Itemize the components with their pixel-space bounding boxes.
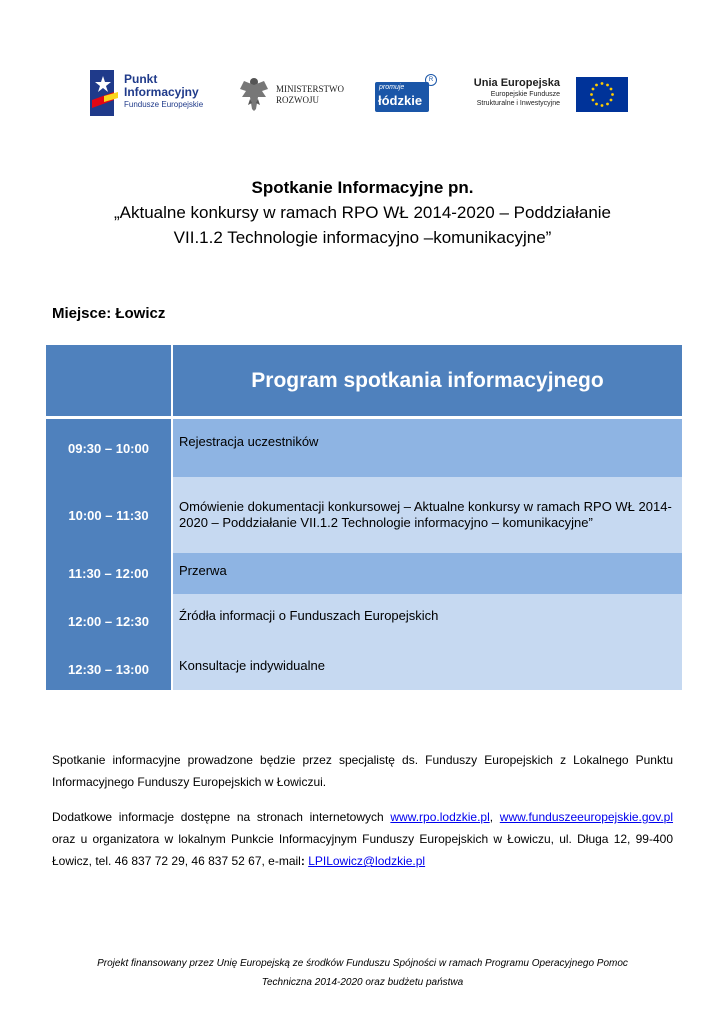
table-row-desc: Konsultacje indywidualne [173,649,682,690]
title-line2: „Aktualne konkursy w ramach RPO WŁ 2014-2020 – Poddziałanie [113,203,612,222]
table-header-empty [46,345,171,416]
pif-flag-icon [90,70,120,116]
meeting-place: Miejsce: Łowicz [52,305,166,322]
table-row-desc: Rejestracja uczestników [173,419,682,477]
info-paragraph-2: Dodatkowe informacje dostępne na stronach internetowych www.rpo.lodzkie.pl, www.funduszeeuropejskie.gov.pl oraz u organizatora w lokalnym Punkcie Informacyjnym Funduszy Europejskich w Łowiczu, ul. Długa 12, 99-400 Łowicz, tel. 46 837 72 29, 46 837 52 67, e-mail: LPILowicz@lodzkie.pl [52,810,674,868]
link-fundusze-europejskie[interactable]: www.funduszeeuropejskie.gov.pl [499,810,674,824]
eu-line3: Strukturalne i Inwestycyjne [476,100,560,107]
logo-punkt-informacyjny [90,70,215,118]
table-row-desc: Źródła informacji o Funduszach Europejskich [173,594,682,649]
pif-line1: Punkt [124,72,158,86]
table-header [173,345,682,416]
logo-ministerstwo [238,75,348,115]
ministry-line1: MINISTERSTWO [276,84,344,94]
table-row-desc: Przerwa [173,553,682,594]
logo-unia-europejska [463,75,628,115]
registered-mark: R [425,74,437,86]
footer-line2: Techniczna 2014-2020 oraz budżetu państwa [261,977,464,988]
email-link[interactable]: LPILowicz@lodzkie.pl [308,854,426,868]
lodzkie-small-text: promuje [379,84,405,91]
table-row-time: 11:30 – 12:00 [46,553,171,594]
program-table [46,345,682,690]
info-paragraph-1: Spotkanie informacyjne prowadzone będzie przez specjalistę ds. Funduszy Europejskich z Lokalnego Punktu Informacyjnego Funduszy Europejskich w Łowiczui. [52,753,673,789]
footer-line1: Projekt finansowany przez Unię Europejską ze środków Funduszu Spójności w ramach Programu Operacyjnego Pomoc [97,958,628,969]
eu-flag-icon [576,77,628,112]
link-rpo-lodzkie[interactable]: www.rpo.lodzkie.pl [390,810,490,824]
table-row-time: 12:00 – 12:30 [46,594,171,649]
meeting-title [40,175,685,250]
pif-line3: Fundusze Europejskie [124,100,204,109]
eu-line1: Unia Europejska [473,77,560,89]
table-row-time: 12:30 – 13:00 [46,649,171,690]
title-line1: Spotkanie Informacyjne pn. [251,178,474,197]
eagle-emblem-icon [238,75,270,113]
table-row-time: 10:00 – 11:30 [46,477,171,553]
lodzkie-big-text: łódzkie [378,93,423,108]
logo-promuje-lodzkie [375,74,435,114]
table-row-desc: Omówienie dokumentacji konkursowej – Aktualne konkursy w ramach RPO WŁ 2014-2020 – Poddziałanie VII.1.2 Technologie informacyjno – komunikacyjne” [173,477,682,553]
table-row-time: 09:30 – 10:00 [46,419,171,477]
title-line3: VII.1.2 Technologie informacyjno –komunikacyjne” [173,228,552,247]
funding-footer [40,954,685,992]
pif-line2: Informacyjny [124,85,199,99]
program-heading: Program spotkania informacyjnego [251,368,604,392]
ministry-line2: ROZWOJU [276,95,319,105]
eu-line2: Europejskie Fundusze [490,91,560,98]
